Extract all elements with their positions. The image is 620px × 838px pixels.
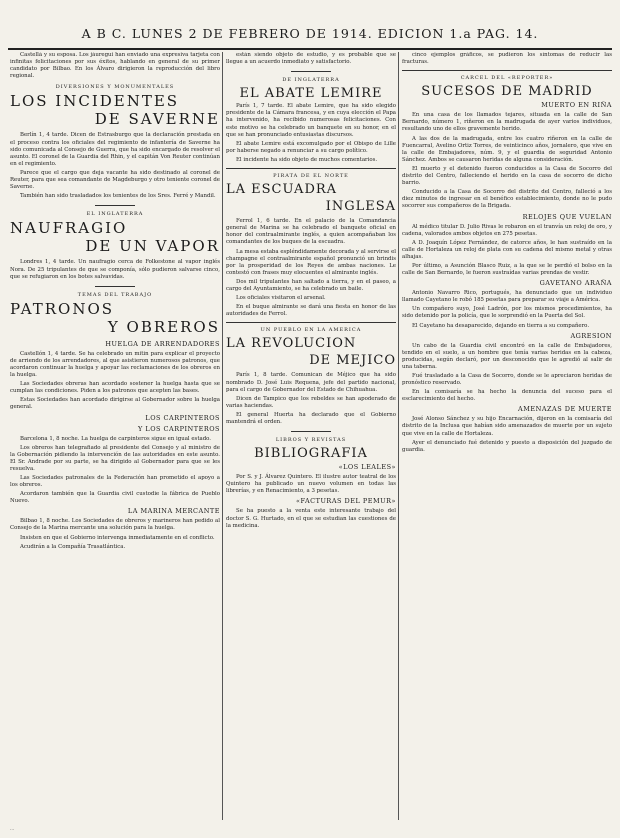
article-paragraph: París 1, 8 tarde. Comunican de Méjico que ha sido nombrado D. José Luis Requena, jefe del partido nacional, para el cargo de Gobernador del Estado de Chihuahua. [226, 372, 396, 393]
headline: BIBLIOGRAFIA [254, 446, 368, 462]
article-paragraph: Parece que el cargo que deja vacante ha sido destinado al coronel de Reuter, para que sea comandante de Magdeburgo y otro teniente coronel de Saverne. [10, 169, 220, 191]
section-kicker: EL INGLATERRA [86, 211, 144, 218]
article-paragraph: El abate Lemire está excomulgado por el Obispo de Lille por haberse negado a renunciar a su cargo político. [226, 140, 396, 154]
headline: LA ESCUADRA [226, 182, 338, 198]
headline: LOS INCIDENTES [10, 92, 180, 111]
page-header: A B C. LUNES 2 DE FEBRERO DE 1914. EDICION 1.a PAG. 14. [81, 26, 539, 41]
article-paragraph: Dos mil tripulantes han saltado a tierra, y en el paseo, a cargo del Ayuntamiento, se ha celebrado un baile. [226, 278, 396, 292]
subheading: Y LOS CARPINTEROS [138, 424, 220, 433]
article-paragraph: En una casa de los llamados tejares, situada en la calle de San Bernardo, número 1, riñeron en la madrugada de ayer varios individuos, resultando uno de ellos gravemente herido. [402, 112, 612, 133]
article-paragraph: Al médico titular D. Julio Rivas le robaron en el tranvía un reloj de oro, y cadena, valorados ambos objetos en 275 pesetas. [402, 223, 612, 237]
column-divider [222, 52, 223, 820]
article-paragraph: Berlín 1, 4 tarde. Dicen de Estrasburgo que la declaración prestada en el proceso contra los oficiales del regimiento de infantería de Saverne ha sido comunicada al Consejo de Guerra, que ha sido encargado de resolver el asunto. El coronel de la Guardia del Rhin, y el capitán Von Reuter continúan en el regimiento. [10, 132, 220, 167]
separator [402, 70, 612, 71]
article-paragraph: José Alonso Sánchez y su hijo Encarnación, dijeron en la comisaría del distrito de la Inclusa que habían sido amenazados de muerte por un sujeto que vive en la calle de Hortaleza. [402, 416, 612, 437]
article-paragraph: Por último, a Asunción Blasco Ruiz, a la que se le perdió el bolso en la calle de San Bernardo, le fueron sustraídas varias prendas de vestir. [402, 262, 612, 277]
headline-continued: DE SAVERNE [94, 110, 220, 129]
column-right [402, 52, 612, 820]
column-left [10, 52, 220, 820]
article-paragraph: A D. Joaquín López Fernández, de catorce años, le han sustraído en la calle de Hortaleza un reloj de plata con su cadena del mismo metal y otras alhajas. [402, 239, 612, 260]
article-paragraph: Bilbao 1, 8 noche. Los Sociedades de obreros y marineros han pedido al Consejo de la Marina mercante una solución para la huelga. [10, 518, 220, 532]
page-footer: ... [10, 827, 15, 832]
article-paragraph: Las Sociedades patronales de la Federación han prometido el apoyo a los obreros. [10, 475, 220, 489]
article-paragraph: El general Huerta ha declarado que el Gobierno mantendrá el orden. [226, 411, 396, 425]
headline: SUCESOS DE MADRID [421, 84, 593, 100]
article-paragraph: Estas Sociedades han acordado dirigirse al Gobernador sobre la huelga general. [10, 397, 220, 411]
article-paragraph: Antonio Navarro Rico, portugués, ha denunciado que un individuo llamado Cayetano le robó 185 pesetas para preparar su viaje a América. [402, 290, 612, 304]
article-paragraph: Insisten en que el Gobierno intervenga inmediatamente en el conflicto. [20, 534, 215, 541]
subheading: LOS CARPINTEROS [145, 413, 220, 422]
section-kicker: LIBROS Y REVISTAS [275, 437, 347, 444]
separator [226, 168, 396, 169]
article-paragraph: El muerto y el detenido fueron conducidos a la Casa de Socorro del distrito del Centro, falleciendo el herido en la casa de socorro de dicho barrio. [402, 165, 612, 187]
article-paragraph: Un compañero suyo, José Ladrón, por los mismos procedimientos, ha sido detenido por la policía, que le sorprendió en la Puerta del Sol. [402, 306, 612, 320]
article-paragraph: París 1, 7 tarde. El abate Lemire, que ha sido elegido presidente de la Cámara francesa, y en cuya elección el Papa ha intervenido, ha recibido numerosas felicitaciones. Con este motivo se ha celebrado un banquete en su honor, en el que se han pronunciado entusiastas discursos. [226, 103, 396, 138]
subheading: AMENAZAS DE MUERTE [518, 405, 612, 414]
article-paragraph: Ferrol 1, 6 tarde. En el palacio de la Comandancia general de Marina se ha celebrado el banquete oficial en honor del contraalmirante inglés, a quien acompañaban los comandantes de los buques de la escuadra. [226, 218, 396, 246]
article-paragraph: Se ha puesto a la venta este interesante trabajo del doctor S. G. Hurtado, en el que se estudian las cuestiones de la medicina. [226, 508, 396, 529]
headline-continued: DE UN VAPOR [85, 237, 220, 256]
headline-continued: DE MEJICO [309, 353, 396, 369]
section-kicker: CARCEL DEL «REPORTER» [460, 75, 554, 82]
article-paragraph: Los obreros han telegrafiado al presidente del Consejo y al ministro de la Gobernación pidiendo la intervención de las autoridades en este asunto. El Sr. Andrade por su parte, se ha dirigido al Gobernador para que se les resuelva. [10, 444, 220, 472]
article-paragraph: Ayer el denunciado fué detenido y puesto a disposición del juzgado de guardia. [402, 439, 612, 453]
section-kicker: PIRATA DE EL NORTE [273, 173, 349, 180]
article-paragraph: Acudirán a la Compañía Trasatlántica. [20, 543, 126, 550]
section-kicker: DIVERSIONES Y MONUMENTALES [55, 84, 175, 91]
article-paragraph: Un cabo de la Guardia civil encontró en la calle de Embajadores, tendido en el suelo, a un hombre que tenía varias heridas en la cabeza, producidas, según declaró, por un desconocido que le agredió al salir de una taberna. [402, 342, 612, 370]
subheading: «LOS LEALES» [338, 463, 396, 472]
article-paragraph: La mesa estaba espléndidamente decorada y al servirse el champagne el contraalmirante español pronunció un brindis por la prosperidad de los Reyes de ambas naciones. Le contestó con frases muy elocuentes el almirante inglés. [226, 248, 396, 276]
article-paragraph: El incidente ha sido objeto de muchos comentarios. [236, 156, 378, 163]
subheading: RELOJES QUE VUELAN [522, 212, 612, 221]
section-kicker: TEMAS DEL TRABAJO [77, 291, 153, 298]
separator [226, 322, 396, 323]
subheading: MUERTO EN RIÑA [541, 101, 612, 110]
column-divider [398, 52, 399, 820]
article-paragraph: Castellón 1, 4 tarde. Se ha celebrado un mitin para explicar el proyecto de arriendo de los arrendadores, al que asistieron numerosos patronos, que acordaron continuar la huelga y apoyar las reclamaciones de los obreros en la huelga. [10, 350, 220, 379]
article-paragraph: Por S. y J. Álvarez Quintero. El ilustre autor teatral de los Quintero ha publicado un nuevo volumen en todas las librerías, y en Renacimiento, a 3 pesetas. [226, 474, 396, 495]
article-paragraph: En la comisaría se ha hecho la denuncia del suceso para el esclarecimiento del hecho. [402, 389, 612, 403]
headline-continued: INGLESA [325, 199, 396, 215]
headline-continued: Y OBREROS [107, 317, 220, 336]
header-rule [8, 48, 612, 50]
article-paragraph: También han sido trasladados los tenientes de los Sres. Ferré y Mandil. [20, 193, 216, 200]
subheading: LA MARINA MERCANTE [127, 507, 220, 516]
separator [95, 286, 135, 287]
headline: LA REVOLUCION [226, 336, 357, 352]
separator [291, 431, 331, 432]
column-middle [226, 52, 396, 820]
article-paragraph: Acordaron también que la Guardia civil custodie la fábrica de Pueblo Nuevo. [10, 491, 220, 505]
article-paragraph: Barcelona 1, 8 noche. La huelga de carpinteros sigue en igual estado. [20, 435, 212, 442]
article-paragraph: Dicen de Tampico que los rebeldes se han apoderado de varias haciendas. [226, 395, 396, 409]
article-paragraph: están siendo objeto de estudio, y es probable que se llegue a un acuerdo inmediato y satisfactorio. [226, 52, 396, 66]
article-paragraph: Fué trasladado a la Casa de Socorro, donde se le apreciaron heridas de pronóstico reservado. [402, 373, 612, 387]
separator [95, 205, 135, 206]
article-paragraph: A las dos de la madrugada, entre los cuatro riñeron en la calle de Fuencarral, Avelino Ortiz Torres, de veinticinco años, jornalero, que vive en la calle de Embajadores, núm. 9, y el guardia de seguridad Antonio Sánchez. Ambos se causaron heridas de alguna consideración. [402, 135, 612, 163]
headline: EL ABATE LEMIRE [239, 86, 383, 102]
subheading: AGRESION [570, 331, 612, 340]
article-paragraph: Conducido a la Casa de Socorro del distrito del Centro, falleció a los diez minutos de ingresar en el benéfico establecimiento, donde no le pudo socorrer sus compañeros de la Brigada. [402, 189, 612, 210]
article-paragraph: El Cayetano ha desaparecido, dejando en tierra a su compañero. [412, 322, 590, 329]
subheading: GAVETANO ARAÑA [539, 279, 612, 288]
article-paragraph: Los oficiales visitaron el arsenal. [236, 295, 326, 302]
subheading: HUELGA DE ARRENDADORES [105, 339, 220, 348]
article-paragraph: Londres 1, 4 tarde. Un naufragio cerca de Folkestone al vapor inglés Nora. De 25 tripulantes de que se componía, sólo pudieron salvarse cinco, que se refugiaron en los botes salvavidas. [10, 259, 220, 280]
section-kicker: DE INGLATERRA [282, 77, 340, 84]
section-kicker: UN PUEBLO EN LA AMERICA [260, 327, 362, 334]
article-paragraph: En el buque almirante se dará una fiesta en honor de las autoridades de Ferrol. [226, 304, 396, 318]
separator [291, 71, 331, 72]
subheading: «FACTURAS DEL PEMUR» [296, 497, 396, 506]
headline: NAUFRAGIO [10, 219, 128, 238]
headline: PATRONOS [10, 299, 115, 318]
article-paragraph: cinco ejemplos gráficos, se pudieron los síntomas de reducir las fracturas. [402, 52, 612, 66]
article-paragraph: Las Sociedades obreras han acordado sostener la huelga hasta que se cumplan las condiciones. Piden a los patronos que acepten las bases. [10, 381, 220, 395]
article-paragraph: Castellá y su esposa. Los jáuregui han enviado una expresiva tarjeta con infinitas felicitaciones por sus éxitos, hablando en general de su primer candidato por Bilbao. En los Álvaro dirigieron la reproducción del libro regional. [10, 52, 220, 80]
